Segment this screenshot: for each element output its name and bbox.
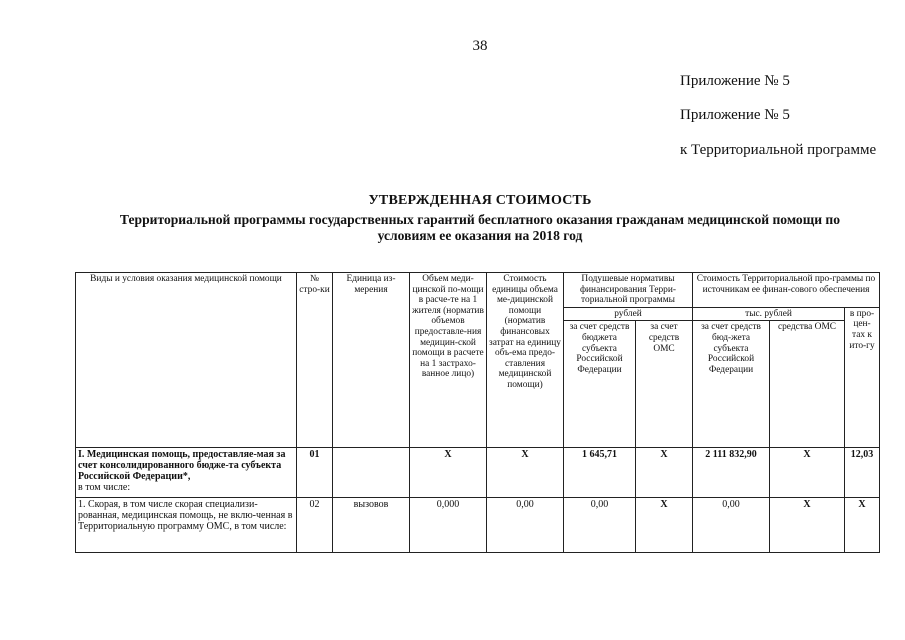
row-label-rest: 1. Скорая, в том числе скорая специализи-рованная, медицинская помощь, не вклю-ченная в Территориальную программу ОМС, в том числе: <box>78 499 293 533</box>
row-per-capita-oms: X <box>636 448 693 498</box>
header-program-budget: за счет средств бюд-жета субъекта Российской Федерации <box>693 321 770 448</box>
header-type: Виды и условия оказания медицинской помощи <box>76 273 297 448</box>
header-row-no: № стро-ки <box>297 273 333 448</box>
header-per-capita-budget: за счет средств бюджета субъекта Российской Федерации <box>564 321 636 448</box>
row-program-percent: X <box>845 498 880 553</box>
row-label-bold: I. Медицинская помощь, предоставляе-мая за счет консолидированного бюдже-та субъекта Российской Федерации*, <box>78 449 286 483</box>
title-sub <box>40 212 905 244</box>
row-label-rest: в том числе: <box>78 482 131 494</box>
title-sub-line-1: Территориальной программы государственных гарантий бесплатного оказания гражданам медицинской помощи по <box>119 212 841 227</box>
header-volume: Объем меди-цинской по-мощи в расче-те на 1 жителя (норматив объемов предоставле-ния медицин-ской помощи в расчете на 1 застрахо-ванное лицо) <box>410 273 487 448</box>
header-per-capita: Подушевые нормативы финансирования Терри-ториальной программы <box>564 273 693 308</box>
row-unit: вызовов <box>333 498 410 553</box>
row-program-oms: X <box>770 448 845 498</box>
page-number: 38 <box>472 38 488 54</box>
row-program-budget: 0,00 <box>693 498 770 553</box>
header-cost: Стоимость единицы объема ме-дицинской помощи (норматив финансовых затрат на единицу объ-ема предо-ставления медицинской помощи) <box>487 273 564 448</box>
header-program-cost-unit: тыс. рублей <box>693 307 845 321</box>
annex-line-1: Приложение № 5 <box>680 73 790 89</box>
row-cost: X <box>487 448 564 498</box>
row-no: 01 <box>297 448 333 498</box>
title-block <box>40 193 905 244</box>
row-label <box>76 448 297 498</box>
cost-table <box>75 272 880 553</box>
header-unit: Единица из-мерения <box>333 273 410 448</box>
annex-line-2: Приложение № 5 <box>680 107 790 123</box>
table-row <box>76 448 880 498</box>
header-program-oms: средства ОМС <box>770 321 845 448</box>
row-label <box>76 498 297 553</box>
title-sub-line-2: условиям ее оказания на 2018 год <box>377 228 583 243</box>
row-per-capita-budget: 1 645,71 <box>564 448 636 498</box>
title-main: УТВЕРЖДЕННАЯ СТОИМОСТЬ <box>368 193 592 208</box>
row-program-percent: 12,03 <box>845 448 880 498</box>
header-per-capita-unit: рублей <box>564 307 693 321</box>
header-per-capita-oms: за счет средств ОМС <box>636 321 693 448</box>
row-volume: 0,000 <box>410 498 487 553</box>
header-program-percent: в про-цен-тах к ито-гу <box>845 307 880 448</box>
row-cost: 0,00 <box>487 498 564 553</box>
row-per-capita-budget: 0,00 <box>564 498 636 553</box>
row-program-oms: X <box>770 498 845 553</box>
annex-line-3: к Территориальной программе <box>680 142 877 158</box>
row-program-budget: 2 111 832,90 <box>693 448 770 498</box>
header-program-cost: Стоимость Территориальной про-граммы по источникам ее финан-сового обеспечения <box>693 273 880 308</box>
row-unit <box>333 448 410 498</box>
row-no: 02 <box>297 498 333 553</box>
table-row <box>76 498 880 553</box>
row-per-capita-oms: X <box>636 498 693 553</box>
row-volume: X <box>410 448 487 498</box>
